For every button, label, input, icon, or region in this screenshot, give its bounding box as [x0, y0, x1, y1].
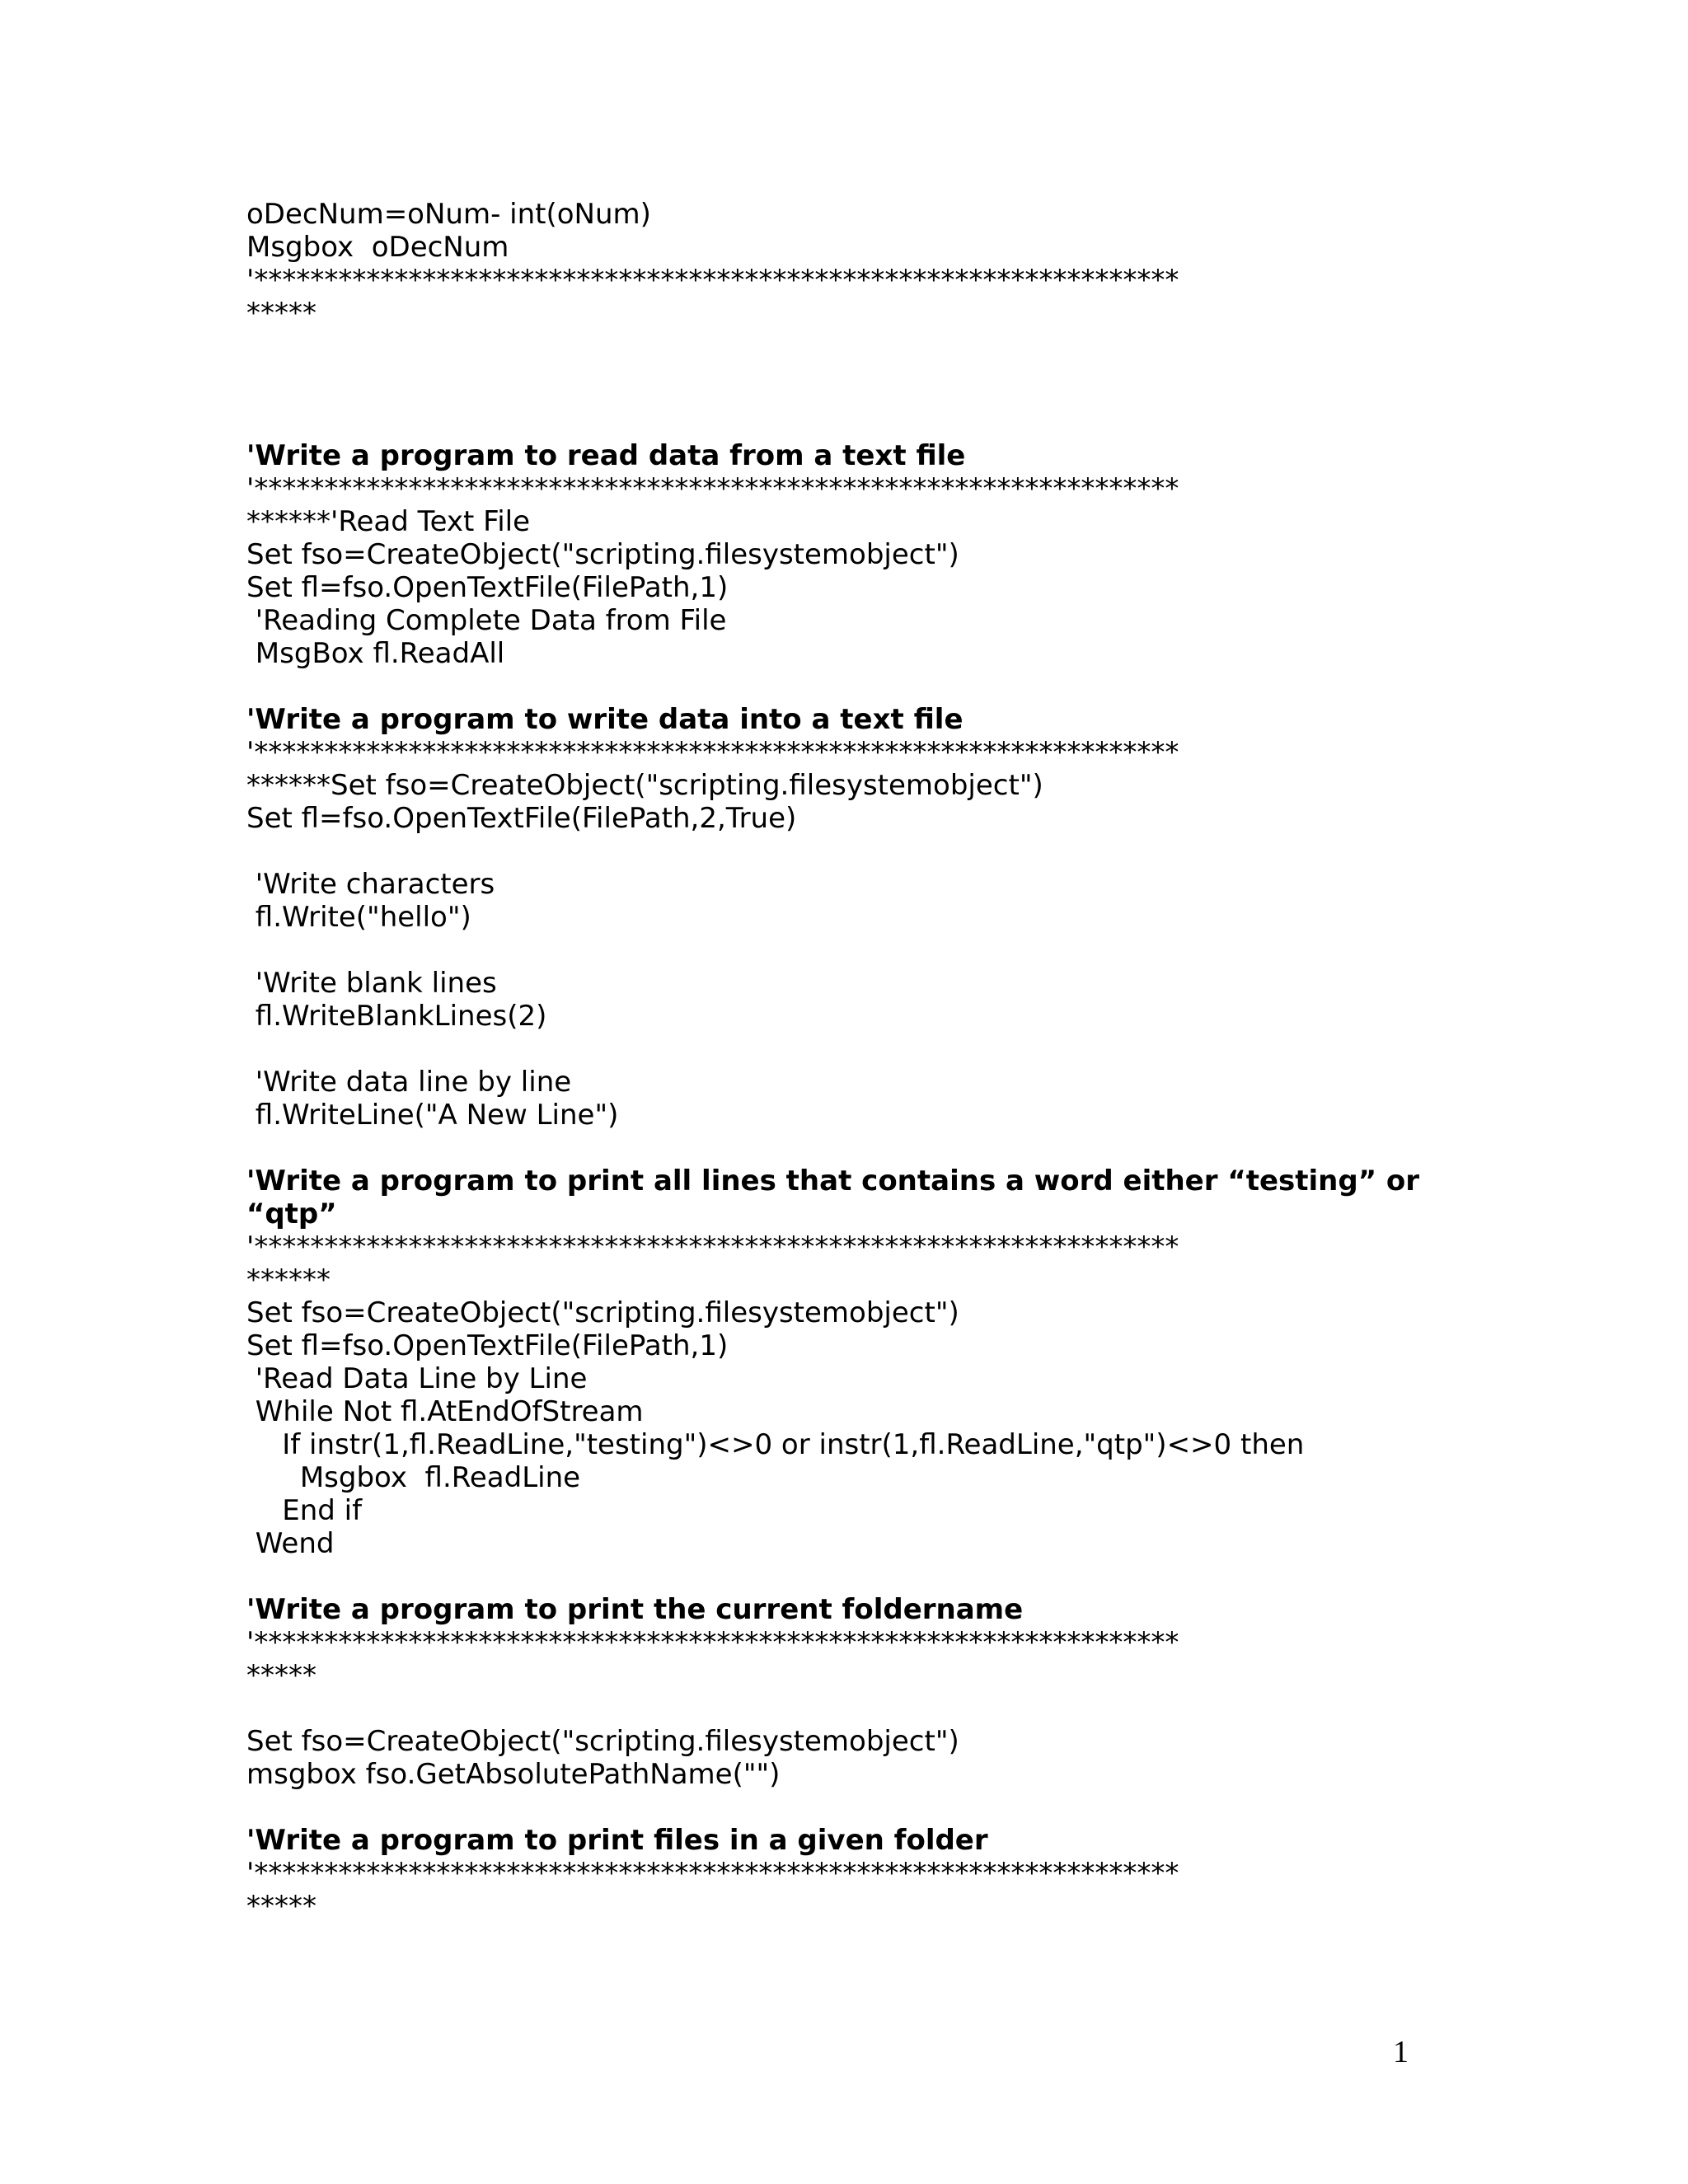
separator-line: '****************************************************************** [246, 736, 1179, 769]
separator-line: ***** [246, 1890, 316, 1923]
code-line: Set fso=CreateObject("scripting.filesystemobject") [246, 1725, 959, 1758]
code-line: Set fl=fso.OpenTextFile(FilePath,1) [246, 571, 729, 604]
separator-line: ****** [246, 1263, 331, 1296]
code-line: MsgBox fl.ReadAll [246, 637, 505, 670]
code-line: End if [246, 1494, 363, 1527]
separator-line: '****************************************************************** [246, 264, 1179, 297]
section-heading: 'Write a program to print all lines that contains a word either “testing” or [246, 1165, 1420, 1197]
page-number: 1 [1393, 2035, 1409, 2069]
separator-line: ***** [246, 1659, 316, 1692]
code-comment: 'Write characters [246, 868, 495, 901]
code-line: Set fso=CreateObject("scripting.filesystemobject") [246, 1296, 959, 1329]
code-comment: 'Reading Complete Data from File [246, 604, 727, 637]
code-line: oDecNum=oNum- int(oNum) [246, 198, 651, 231]
section-heading: 'Write a program to print the current foldername [246, 1593, 1024, 1626]
code-line: While Not fl.AtEndOfStream [246, 1395, 644, 1428]
separator-line: '****************************************************************** [246, 1857, 1179, 1890]
code-line: fl.Write("hello") [246, 901, 471, 934]
code-line: Set fl=fso.OpenTextFile(FilePath,2,True) [246, 802, 797, 835]
code-line: Msgbox oDecNum [246, 231, 509, 264]
separator-line: '****************************************************************** [246, 1626, 1179, 1659]
code-line: Msgbox fl.ReadLine [246, 1461, 581, 1494]
section-heading: “qtp” [246, 1197, 337, 1230]
code-line: fl.WriteLine("A New Line") [246, 1099, 619, 1132]
code-line: ******Set fso=CreateObject("scripting.filesystemobject") [246, 769, 1043, 802]
code-line: ******'Read Text File [246, 505, 531, 538]
code-comment: 'Write blank lines [246, 967, 497, 1000]
section-heading: 'Write a program to print files in a given folder [246, 1824, 988, 1857]
code-line: Wend [246, 1527, 335, 1560]
code-line: Set fl=fso.OpenTextFile(FilePath,1) [246, 1329, 729, 1362]
separator-line: '****************************************************************** [246, 1230, 1179, 1263]
code-line: msgbox fso.GetAbsolutePathName("") [246, 1758, 781, 1791]
section-heading: 'Write a program to read data from a text file [246, 439, 966, 472]
code-comment: 'Read Data Line by Line [246, 1362, 588, 1395]
code-line: Set fso=CreateObject("scripting.filesystemobject") [246, 538, 959, 571]
code-line: If instr(1,fl.ReadLine,"testing")<>0 or instr(1,fl.ReadLine,"qtp")<>0 then [246, 1428, 1305, 1461]
code-line: fl.WriteBlankLines(2) [246, 1000, 547, 1033]
separator-line: '****************************************************************** [246, 472, 1179, 505]
separator-line: ***** [246, 297, 316, 330]
section-heading: 'Write a program to write data into a text file [246, 703, 964, 736]
code-comment: 'Write data line by line [246, 1066, 572, 1099]
